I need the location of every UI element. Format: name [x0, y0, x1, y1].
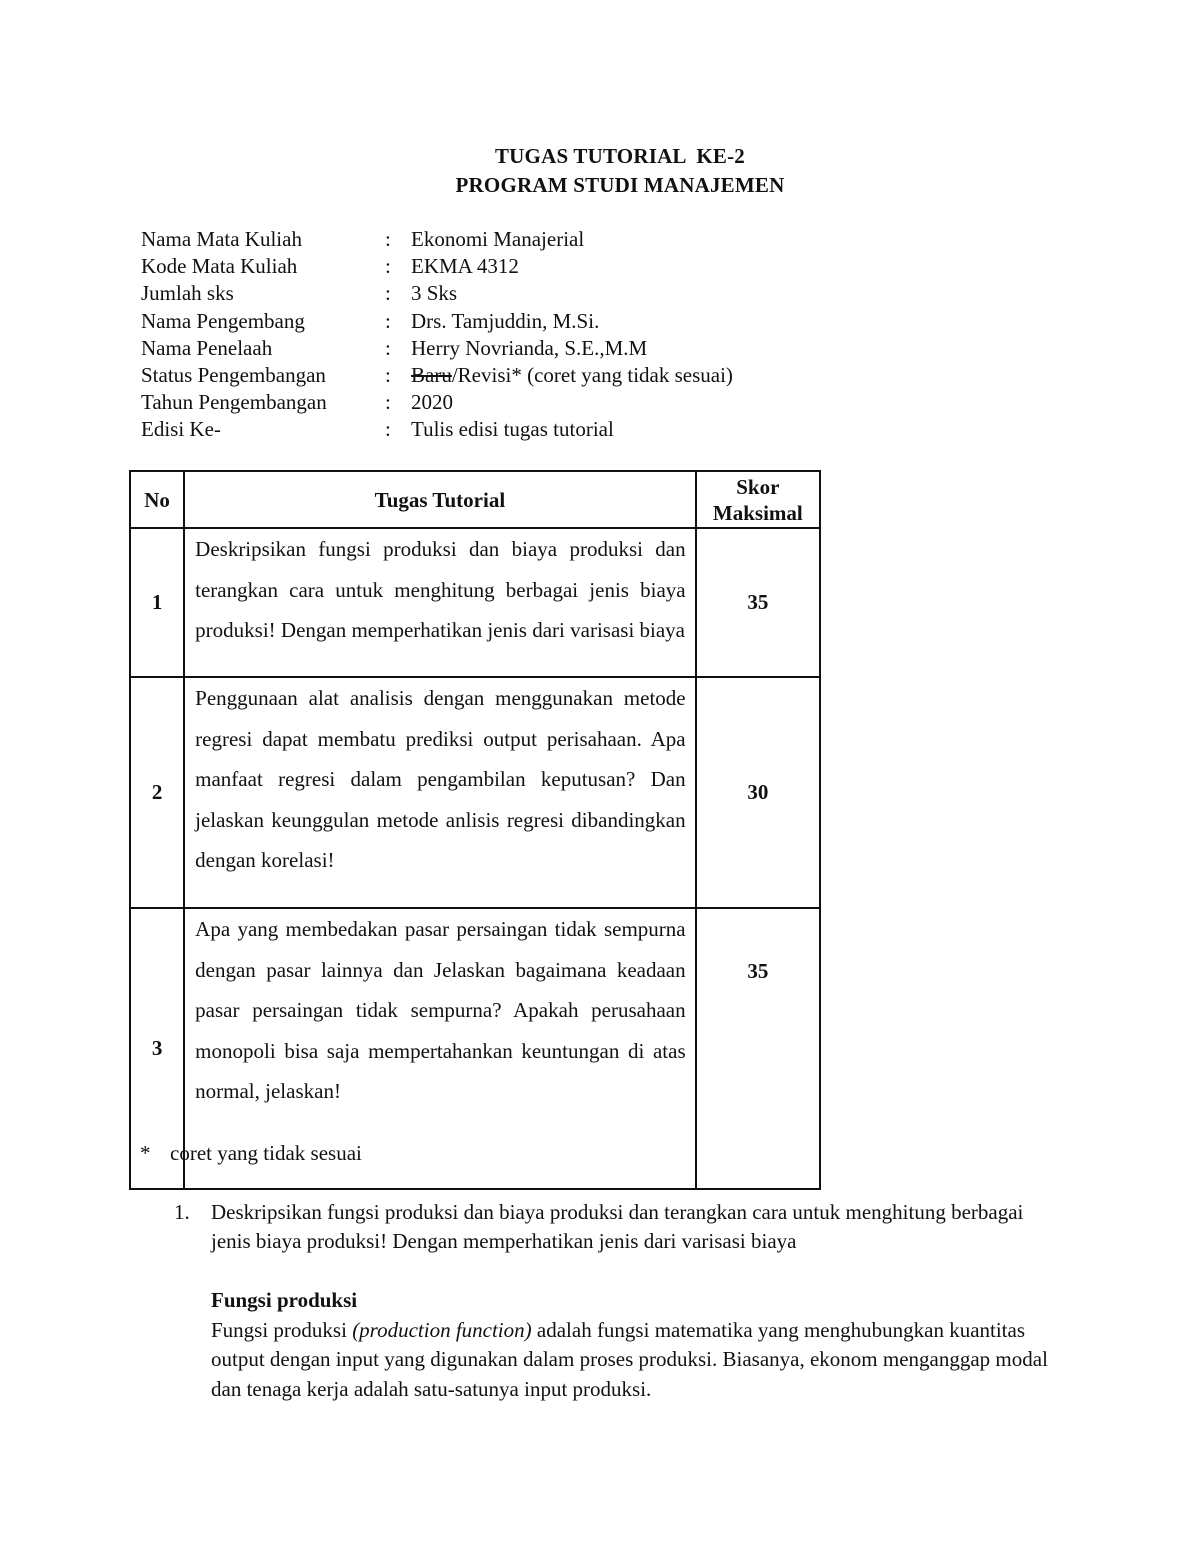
info-value — [411, 362, 733, 389]
info-colon: : — [385, 308, 391, 333]
info-value: Herry Novrianda, S.E.,M.M — [411, 335, 648, 360]
info-value: Tulis edisi tugas tutorial — [411, 417, 614, 442]
question-number: 1. — [174, 1200, 190, 1224]
status-text: /Revisi* (coret yang tidak sesuai) — [451, 362, 733, 387]
info-label: Jumlah sks — [141, 281, 234, 306]
info-colon: : — [385, 254, 391, 279]
footnote-star: * — [140, 1141, 151, 1165]
header-skor — [696, 471, 820, 528]
info-label: Tahun Pengembangan — [141, 390, 327, 415]
footnote — [140, 1141, 362, 1166]
task-number: 3 — [130, 908, 184, 1189]
question-item — [174, 1198, 1044, 1256]
info-colon: : — [385, 362, 391, 387]
info-colon: : — [385, 417, 391, 442]
footnote-text: coret yang tidak sesuai — [170, 1141, 362, 1165]
task-score: 30 — [696, 677, 820, 908]
info-value: 2020 — [411, 390, 453, 415]
info-label: Nama Penelaah — [141, 335, 273, 360]
task-text: Apa yang membedakan pasar persaingan tidak sempurna dengan pasar lainnya dan Jelaskan bagaimana keadaan pasar persaingan tidak sempurna? Apakah perusahaan monopoli bisa saja mempertahankan keuntungan di atas normal, jelaskan! — [184, 908, 695, 1189]
task-score: 35 — [696, 528, 820, 677]
header-no: No — [130, 471, 184, 528]
info-value: Drs. Tamjuddin, M.Si. — [411, 308, 600, 333]
info-value: 3 Sks — [411, 281, 458, 306]
table-header-row — [130, 471, 820, 528]
document-title: TUGAS TUTORIAL KE-2 — [494, 144, 746, 168]
tasks-table — [129, 470, 821, 1190]
task-text: Penggunaan alat analisis dengan menggunakan metode regresi dapat membatu prediksi output perisahaan. Apa manfaat regresi dalam pengambilan keputusan? Dan jelaskan keunggulan metode anlisis regresi dibandingkan dengan korelasi! — [184, 677, 695, 908]
info-colon: : — [385, 227, 391, 251]
paragraph-start: Fungsi produksi — [211, 1317, 353, 1342]
paragraph-italic: (production function) — [352, 1317, 532, 1342]
info-colon: : — [385, 281, 391, 306]
section-paragraph — [211, 1316, 1051, 1405]
task-text: Deskripsikan fungsi produksi dan biaya produksi dan terangkan cara untuk menghitung berbagai jenis biaya produksi! Dengan memperhatikan jenis dari varisasi biaya — [184, 528, 695, 677]
header-skor-line2: Maksimal — [712, 500, 803, 525]
info-label: Nama Mata Kuliah — [141, 227, 302, 251]
info-label: Edisi Ke- — [141, 417, 221, 442]
info-label: Kode Mata Kuliah — [141, 254, 298, 279]
info-label: Status Pengembangan — [141, 362, 326, 387]
header-task: Tugas Tutorial — [184, 471, 695, 528]
task-score: 35 — [696, 908, 820, 1189]
info-value: Ekonomi Manajerial — [411, 227, 585, 251]
table-row — [130, 528, 820, 677]
task-number: 2 — [130, 677, 184, 908]
info-label: Nama Pengembang — [141, 308, 305, 333]
info-colon: : — [385, 390, 391, 415]
struck-option: Baru — [411, 362, 452, 387]
paragraph-end: adalah fungsi matematika yang menghubungkan kuantitas output dengan input yang digunakan dalam proses produksi. Biasanya, ekonom menganggap modal dan tenaga kerja adalah satu-satunya input produksi. — [211, 1317, 1048, 1401]
document-subtitle: PROGRAM STUDI MANAJEMEN — [455, 173, 785, 197]
info-colon: : — [385, 335, 391, 360]
task-number: 1 — [130, 528, 184, 677]
question-text: Deskripsikan fungsi produksi dan biaya produksi dan terangkan cara untuk menghitung berbagai jenis biaya produksi! Dengan memperhatikan jenis dari varisasi biaya — [211, 1200, 1024, 1253]
section-heading: Fungsi produksi — [211, 1288, 358, 1312]
answer-section — [211, 1286, 1051, 1404]
info-value: EKMA 4312 — [411, 254, 519, 279]
table-row — [130, 677, 820, 908]
header-skor-line1: Skor — [736, 474, 780, 499]
